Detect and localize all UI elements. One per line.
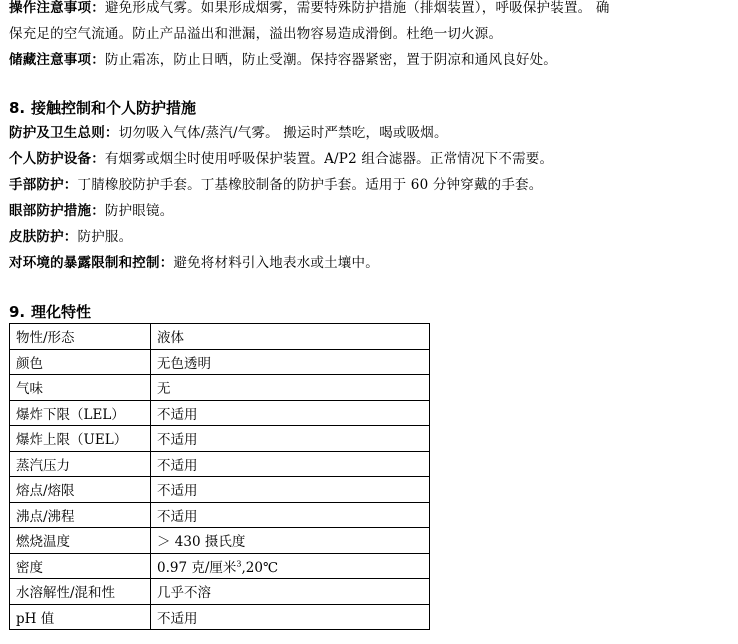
property-name: 物性/形态 [10,324,151,350]
storage-label: 储藏注意事项： [9,52,105,68]
section-8-item [9,146,553,172]
item-text: 切勿吸入气体/蒸汽/气雾。 搬运时严禁吃，喝或吸烟。 [118,125,448,141]
density-suffix: ,20℃ [241,559,279,576]
property-name: 熔点/熔限 [10,477,151,503]
handling-text-2: 保充足的空气流通。防止产品溢出和泄漏，溢出物容易造成滑倒。杜绝一切火源。 [9,26,503,42]
property-name: pH 值 [10,604,151,630]
section-8-item [9,172,542,198]
section-8-number: 8. [9,99,26,117]
property-name: 沸点/沸程 [10,502,151,528]
section-8-item [9,250,379,276]
property-value: 不适用 [151,477,430,503]
table-row [10,324,430,350]
property-name: 燃烧温度 [10,528,151,554]
item-text: 防护服。 [77,229,133,245]
property-value: 液体 [151,324,430,350]
table-row [10,604,430,630]
density-value: 0.97 克/厘米 [157,559,237,576]
section-8-item [9,198,173,224]
property-name: 密度 [10,553,151,579]
storage-line [9,47,557,73]
item-label: 手部防护： [9,177,78,193]
table-row [10,579,430,605]
item-label: 对环境的暴露限制和控制： [9,255,174,271]
handling-line-2 [9,21,502,47]
item-label: 防护及卫生总则： [9,125,119,141]
item-text: 避免将材料引入地表水或土壤中。 [173,255,379,271]
property-value: 无 [151,375,430,401]
property-name: 颜色 [10,349,151,375]
property-value: 无色透明 [151,349,430,375]
section-8-item [9,120,448,146]
table-row [10,400,430,426]
section-8-title: 接触控制和个人防护措施 [31,99,197,117]
table-row [10,426,430,452]
property-value: 不适用 [151,426,430,452]
section-9-number: 9. [9,303,26,321]
table-row [10,553,430,579]
handling-line-1 [9,0,610,21]
table-row [10,502,430,528]
handling-label: 操作注意事项： [9,0,105,16]
property-value: 不适用 [151,400,430,426]
property-name: 水溶解性/混和性 [10,579,151,605]
property-name: 爆炸上限（UEL） [10,426,151,452]
property-value: 不适用 [151,451,430,477]
section-9-title: 理化特性 [31,303,92,321]
property-value: ＞ 430 摄氏度 [151,528,430,554]
density-exponent: 3 [236,559,242,569]
property-name: 蒸汽压力 [10,451,151,477]
table-row [10,477,430,503]
properties-table [9,323,430,630]
property-name: 气味 [10,375,151,401]
item-text: 丁腈橡胶防护手套。丁基橡胶制备的防护手套。适用于 60 分钟穿戴的手套。 [77,177,543,193]
table-row [10,349,430,375]
item-text: 防护眼镜。 [104,203,174,219]
item-label: 眼部防护措施： [9,203,105,219]
handling-text-1: 避免形成气雾。如果形成烟雾，需要特殊防护措施（排烟装置），呼吸保护装置。 确 [104,0,610,16]
property-name: 爆炸下限（LEL） [10,400,151,426]
property-value: 不适用 [151,604,430,630]
item-text: 有烟雾或烟尘时使用呼吸保护装置。A/P2 组合滤器。正常情况下不需要。 [104,151,554,167]
section-8-item [9,224,132,250]
property-value-density [151,553,430,579]
section-8-heading [9,97,196,119]
section-9-heading [9,301,91,323]
table-row [10,528,430,554]
storage-text: 防止霜冻，防止日晒，防止受潮。保持容器紧密，置于阴凉和通风良好处。 [104,52,558,68]
property-value: 几乎不溶 [151,579,430,605]
property-value: 不适用 [151,502,430,528]
item-label: 皮肤防护： [9,229,78,245]
table-row [10,375,430,401]
table-row [10,451,430,477]
item-label: 个人防护设备： [9,151,105,167]
